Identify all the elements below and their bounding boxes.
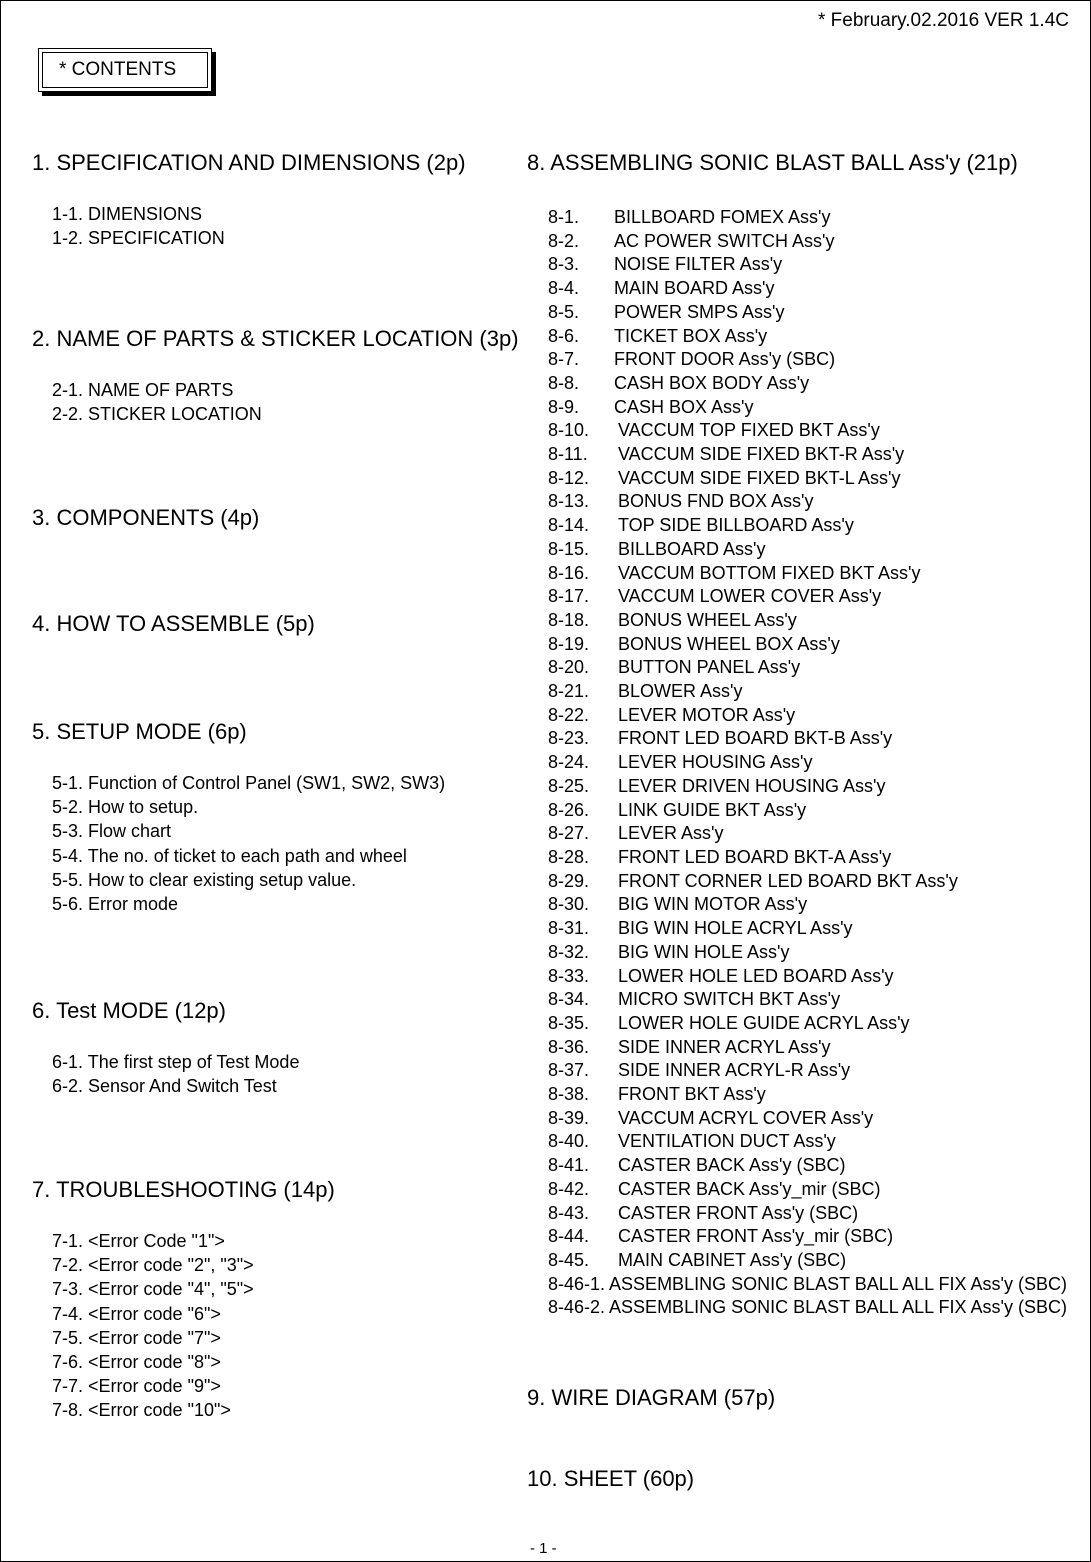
sub-item bbox=[548, 348, 1067, 372]
sub-item bbox=[548, 751, 1067, 775]
item-label: FRONT BKT Ass'y bbox=[618, 1084, 766, 1105]
sub-item bbox=[548, 1036, 1067, 1060]
item-label: MICRO SWITCH BKT Ass'y bbox=[618, 989, 841, 1010]
item-label: LINK GUIDE BKT Ass'y bbox=[618, 799, 807, 820]
item-label: FRONT LED BOARD BKT-A Ass'y bbox=[618, 846, 892, 867]
item-label: LOWER HOLE GUIDE ACRYL Ass'y bbox=[618, 1012, 910, 1033]
item-number: 8-23. bbox=[548, 728, 590, 749]
sub-item: 1-2. SPECIFICATION bbox=[52, 228, 225, 249]
sub-item bbox=[548, 965, 1067, 989]
item-number: 8-1. bbox=[548, 207, 580, 227]
item-label: CASTER FRONT Ass'y (SBC) bbox=[618, 1202, 859, 1223]
sub-item bbox=[548, 656, 1067, 680]
sub-item: 5-5. How to clear existing setup value. bbox=[52, 869, 357, 890]
item-label: LEVER HOUSING Ass'y bbox=[618, 752, 813, 773]
sub-item bbox=[548, 870, 1067, 894]
item-label: BONUS WHEEL BOX Ass'y bbox=[618, 633, 840, 654]
item-number: 8-39. bbox=[548, 1107, 590, 1128]
item-label: BIG WIN HOLE Ass'y bbox=[618, 941, 790, 962]
sub-list bbox=[548, 206, 1067, 1273]
sub-item bbox=[548, 372, 1067, 396]
item-number: 8-13. bbox=[548, 491, 590, 512]
sub-item: 7-4. <Error code "6"> bbox=[52, 1303, 221, 1324]
sub-item bbox=[548, 562, 1067, 586]
sub-item bbox=[548, 1178, 1067, 1202]
sub-item bbox=[548, 585, 1067, 609]
sub-item bbox=[548, 822, 1067, 846]
item-label: LEVER DRIVEN HOUSING Ass'y bbox=[618, 775, 886, 796]
sub-item bbox=[548, 467, 1067, 491]
section-title: 3. COMPONENTS (4p) bbox=[32, 505, 260, 530]
item-label: LOWER HOLE LED BOARD Ass'y bbox=[618, 965, 894, 986]
sub-item bbox=[548, 917, 1067, 941]
item-number: 8-41. bbox=[548, 1155, 590, 1176]
item-number: 8-42. bbox=[548, 1178, 590, 1199]
sub-item bbox=[548, 988, 1067, 1012]
section-title: 9. WIRE DIAGRAM (57p) bbox=[527, 1385, 776, 1410]
item-label: MAIN CABINET Ass'y (SBC) bbox=[618, 1249, 847, 1270]
sub-item bbox=[548, 230, 1067, 254]
section-8 bbox=[527, 150, 1067, 1320]
section-title: 2. NAME OF PARTS & STICKER LOCATION (3p) bbox=[32, 326, 519, 351]
sub-item bbox=[548, 1202, 1067, 1226]
item-label: FRONT LED BOARD BKT-B Ass'y bbox=[618, 728, 893, 749]
sub-item: 7-1. <Error Code "1"> bbox=[52, 1231, 225, 1251]
item-number: 8-11. bbox=[548, 444, 588, 465]
sub-item bbox=[548, 609, 1067, 633]
item-number: 8-33. bbox=[548, 965, 590, 986]
item-number: 8-19. bbox=[548, 633, 590, 654]
item-label: LEVER Ass'y bbox=[618, 823, 724, 844]
page-number: - 1 - bbox=[530, 1540, 557, 1557]
item-label: NOISE FILTER Ass'y bbox=[614, 254, 783, 275]
item-number: 8-25. bbox=[548, 775, 590, 796]
sub-item: 8-46-1. ASSEMBLING SONIC BLAST BALL ALL FIX Ass'y (SBC) bbox=[548, 1273, 1067, 1294]
item-label: FRONT DOOR Ass'y (SBC) bbox=[614, 349, 836, 370]
sub-item: 8-46-2. ASSEMBLING SONIC BLAST BALL ALL FIX Ass'y (SBC) bbox=[548, 1297, 1067, 1318]
item-label: TOP SIDE BILLBOARD Ass'y bbox=[618, 515, 854, 536]
item-number: 8-36. bbox=[548, 1036, 590, 1057]
sub-item: 1-1. DIMENSIONS bbox=[52, 204, 203, 224]
item-number: 8-21. bbox=[548, 681, 590, 702]
sub-item: 5-1. Function of Control Panel (SW1, SW2, SW3) bbox=[52, 773, 446, 793]
sub-item: 5-6. Error mode bbox=[52, 894, 179, 915]
item-number: 8-4. bbox=[548, 278, 580, 299]
item-label: BIG WIN HOLE ACRYL Ass'y bbox=[618, 918, 853, 939]
item-number: 8-5. bbox=[548, 301, 580, 322]
sub-item: 2-2. STICKER LOCATION bbox=[52, 404, 262, 425]
item-number: 8-38. bbox=[548, 1084, 590, 1105]
item-label: VACCUM SIDE FIXED BKT-L Ass'y bbox=[618, 467, 901, 488]
section-3 bbox=[32, 505, 259, 531]
section-2 bbox=[32, 326, 519, 426]
item-label: BONUS FND BOX Ass'y bbox=[618, 491, 814, 512]
sub-item bbox=[548, 206, 1067, 230]
section-title: 10. SHEET (60p) bbox=[527, 1466, 695, 1491]
item-label: CASH BOX BODY Ass'y bbox=[614, 372, 810, 393]
item-label: CASTER BACK Ass'y_mir (SBC) bbox=[618, 1178, 881, 1199]
sub-item bbox=[548, 1107, 1067, 1131]
item-number: 8-30. bbox=[548, 894, 590, 915]
sub-item: 7-6. <Error code "8"> bbox=[52, 1352, 221, 1373]
item-number: 8-26. bbox=[548, 799, 590, 820]
section-5 bbox=[32, 719, 445, 916]
sub-item bbox=[548, 1249, 1067, 1273]
sub-item: 5-2. How to setup. bbox=[52, 797, 199, 818]
item-label: VACCUM LOWER COVER Ass'y bbox=[618, 586, 882, 607]
section-9 bbox=[527, 1385, 775, 1411]
sub-item: 7-8. <Error code "10"> bbox=[52, 1400, 231, 1421]
section-7 bbox=[32, 1177, 335, 1423]
item-number: 8-14. bbox=[548, 515, 590, 536]
section-title: 8. ASSEMBLING SONIC BLAST BALL Ass'y (21p) bbox=[527, 150, 1018, 175]
sub-item bbox=[548, 325, 1067, 349]
item-label: LEVER MOTOR Ass'y bbox=[618, 704, 796, 725]
sub-item: 5-3. Flow chart bbox=[52, 821, 172, 842]
item-label: VACCUM TOP FIXED BKT Ass'y bbox=[618, 420, 880, 441]
section-1 bbox=[32, 150, 466, 250]
item-label: FRONT CORNER LED BOARD BKT Ass'y bbox=[618, 870, 958, 891]
item-number: 8-7. bbox=[548, 349, 580, 370]
sub-item bbox=[548, 704, 1067, 728]
item-number: 8-17. bbox=[548, 586, 590, 607]
sub-item bbox=[548, 443, 1067, 467]
sub-item: 7-3. <Error code "4", "5"> bbox=[52, 1279, 254, 1300]
sub-item: 6-2. Sensor And Switch Test bbox=[52, 1076, 277, 1097]
sub-item bbox=[548, 893, 1067, 917]
sub-item bbox=[548, 633, 1067, 657]
sub-item: 2-1. NAME OF PARTS bbox=[52, 380, 234, 400]
item-label: VACCUM ACRYL COVER Ass'y bbox=[618, 1107, 874, 1128]
item-number: 8-27. bbox=[548, 823, 590, 844]
item-label: BILLBOARD FOMEX Ass'y bbox=[614, 207, 831, 227]
item-label: BIG WIN MOTOR Ass'y bbox=[618, 894, 808, 915]
item-label: POWER SMPS Ass'y bbox=[614, 301, 785, 322]
sub-item bbox=[548, 1225, 1067, 1249]
item-number: 8-44. bbox=[548, 1226, 590, 1247]
item-number: 8-20. bbox=[548, 657, 590, 678]
contents-box bbox=[38, 48, 212, 92]
sub-item: 7-2. <Error code "2", "3"> bbox=[52, 1255, 254, 1276]
item-number: 8-3. bbox=[548, 254, 580, 275]
item-label: BLOWER Ass'y bbox=[618, 681, 743, 702]
section-title: 6. Test MODE (12p) bbox=[32, 998, 226, 1023]
sub-item bbox=[548, 1012, 1067, 1036]
sub-item bbox=[548, 680, 1067, 704]
item-number: 8-43. bbox=[548, 1202, 590, 1223]
item-number: 8-35. bbox=[548, 1012, 590, 1033]
item-label: CASTER FRONT Ass'y_mir (SBC) bbox=[618, 1226, 894, 1247]
sub-item bbox=[548, 1130, 1067, 1154]
section-4 bbox=[32, 611, 315, 637]
sub-item bbox=[548, 396, 1067, 420]
sub-item bbox=[548, 514, 1067, 538]
item-number: 8-6. bbox=[548, 325, 580, 346]
item-number: 8-31. bbox=[548, 918, 590, 939]
item-label: VENTILATION DUCT Ass'y bbox=[618, 1131, 836, 1152]
sub-item bbox=[548, 1059, 1067, 1083]
section-10 bbox=[527, 1466, 694, 1492]
sub-item bbox=[548, 799, 1067, 823]
item-number: 8-45. bbox=[548, 1249, 590, 1270]
item-label: TICKET BOX Ass'y bbox=[614, 325, 768, 346]
sub-item bbox=[548, 846, 1067, 870]
item-number: 8-34. bbox=[548, 989, 590, 1010]
section-title: 4. HOW TO ASSEMBLE (5p) bbox=[32, 611, 315, 636]
item-number: 8-22. bbox=[548, 704, 590, 725]
item-label: BONUS WHEEL Ass'y bbox=[618, 609, 797, 630]
item-number: 8-10. bbox=[548, 420, 590, 441]
sub-item bbox=[548, 775, 1067, 799]
sub-item bbox=[548, 253, 1067, 277]
sub-item bbox=[548, 941, 1067, 965]
item-number: 8-18. bbox=[548, 609, 590, 630]
item-number: 8-40. bbox=[548, 1131, 590, 1152]
item-label: CASH BOX Ass'y bbox=[614, 396, 754, 417]
sub-list bbox=[52, 1050, 299, 1098]
sub-list bbox=[52, 1229, 335, 1423]
sub-item: 5-4. The no. of ticket to each path and wheel bbox=[52, 845, 407, 866]
sub-item bbox=[548, 1083, 1067, 1107]
item-number: 8-28. bbox=[548, 846, 590, 867]
item-number: 8-9. bbox=[548, 396, 580, 417]
item-number: 8-15. bbox=[548, 538, 590, 559]
item-label: VACCUM BOTTOM FIXED BKT Ass'y bbox=[618, 562, 921, 583]
item-label: VACCUM SIDE FIXED BKT-R Ass'y bbox=[618, 444, 905, 465]
contents-label: * CONTENTS bbox=[59, 59, 177, 80]
header-date-version: * February.02.2016 VER 1.4C bbox=[817, 10, 1069, 31]
item-number: 8-24. bbox=[548, 752, 590, 773]
sub-item bbox=[548, 277, 1067, 301]
item-number: 8-29. bbox=[548, 870, 590, 891]
section-6 bbox=[32, 998, 299, 1098]
item-label: SIDE INNER ACRYL Ass'y bbox=[618, 1036, 831, 1057]
sub-item: 7-7. <Error code "9"> bbox=[52, 1376, 221, 1397]
section-title: 5. SETUP MODE (6p) bbox=[32, 719, 247, 744]
sub-item bbox=[548, 490, 1067, 514]
item-label: BUTTON PANEL Ass'y bbox=[618, 657, 801, 678]
sub-list bbox=[52, 771, 445, 916]
sub-item bbox=[548, 301, 1067, 325]
item-label: BILLBOARD Ass'y bbox=[618, 538, 766, 559]
sub-list bbox=[52, 202, 466, 250]
sub-item: 6-1. The first step of Test Mode bbox=[52, 1052, 300, 1072]
sub-list-extra bbox=[548, 1273, 1067, 1320]
item-number: 8-16. bbox=[548, 562, 590, 583]
sub-item bbox=[548, 538, 1067, 562]
item-label: CASTER BACK Ass'y (SBC) bbox=[618, 1155, 846, 1176]
sub-list bbox=[52, 378, 519, 426]
section-title: 1. SPECIFICATION AND DIMENSIONS (2p) bbox=[32, 150, 466, 175]
sub-item bbox=[548, 419, 1067, 443]
item-number: 8-2. bbox=[548, 230, 580, 251]
sub-item: 7-5. <Error code "7"> bbox=[52, 1327, 221, 1348]
item-label: AC POWER SWITCH Ass'y bbox=[614, 230, 835, 251]
item-label: MAIN BOARD Ass'y bbox=[614, 278, 775, 299]
item-number: 8-12. bbox=[548, 467, 590, 488]
section-title: 7. TROUBLESHOOTING (14p) bbox=[32, 1177, 335, 1202]
item-number: 8-8. bbox=[548, 372, 580, 393]
item-number: 8-32. bbox=[548, 941, 590, 962]
item-number: 8-37. bbox=[548, 1060, 590, 1081]
item-label: SIDE INNER ACRYL-R Ass'y bbox=[618, 1060, 851, 1081]
sub-item bbox=[548, 727, 1067, 751]
sub-item bbox=[548, 1154, 1067, 1178]
